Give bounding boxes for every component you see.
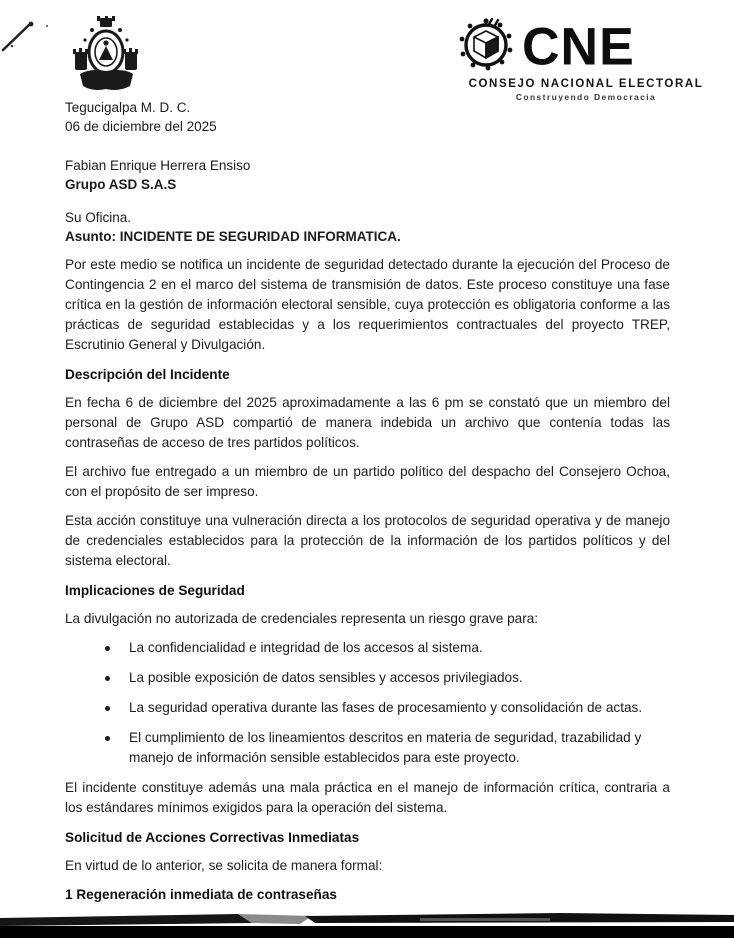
bullet-dot-icon (105, 706, 110, 711)
recipient-office: Su Oficina. (65, 210, 132, 225)
date-line: 06 de diciembre del 2025 (65, 119, 217, 134)
recipient-block (65, 156, 670, 194)
subject-line: Asunto: INCIDENTE DE SEGURIDAD INFORMATICA. (65, 229, 401, 244)
cne-emblem-icon (458, 16, 516, 77)
bullet-item (105, 668, 670, 688)
honduras-coat-of-arms-icon (66, 16, 146, 101)
city-line: Tegucigalpa M. D. C. (65, 100, 191, 115)
paragraph-incident-date: En fecha 6 de diciembre del 2025 aproximadamente a las 6 pm se constató que un miembro del personal de Grupo ASD compartió de manera indebida un archivo que contenía todas las contraseñas de acceso de tres partidos políticos. (65, 395, 670, 450)
bullet-text: El cumplimiento de los lineamientos descritos en materia de seguridad, trazabilidad y manejo de información sensible establecidos para este proyecto. (129, 730, 642, 765)
bullet-text: La seguridad operativa durante las fases de procesamiento y consolidación de actas. (129, 700, 643, 715)
cne-logo (458, 16, 714, 102)
paragraph-intro: Por este medio se notifica un incidente de seguridad detectado durante la ejecución del Proceso de Contingencia 2 en el marco del sistema de transmisión de datos. Este proceso constituye una fase crítica en la gestión de información electoral sensible, cuya protección es obligatoria conforme a las prácticas de seguridad establecidas y a los requerimientos contractuales del proyecto TREP, Escrutinio General y Divulgación. (65, 257, 670, 352)
bullet-item (105, 728, 670, 768)
section-heading-implications: Implicaciones de Seguridad (65, 583, 245, 598)
paragraph-bad-practice: El incidente constituye además una mala práctica en el manejo de información crítica, contraria a los estándares mínimos exigidos para la operación del sistema. (65, 780, 670, 815)
letter-meta (65, 98, 670, 136)
recipient-company: Grupo ASD S.A.S (65, 177, 177, 192)
bullet-dot-icon (105, 646, 110, 651)
cne-full-name: CONSEJO NACIONAL ELECTORAL (468, 78, 704, 90)
cne-acronym: CNE (522, 16, 635, 77)
scan-black-bar-icon (0, 912, 734, 938)
paragraph-violation: Esta acción constituye una vulneración directa a los protocolos de seguridad operativa y de manejo de credenciales establecidos para la protección de la información de los partidos políticos y del sistema electoral. (65, 513, 670, 568)
risk-bullet-list (65, 638, 670, 768)
pen-mark-icon (0, 12, 60, 67)
paragraph-file-delivery: El archivo fue entregado a un miembro de un partido político del despacho del Consejero Ochoa, con el propósito de ser impreso. (65, 464, 670, 499)
section-heading-corrective: Solicitud de Acciones Correctivas Inmediatas (65, 830, 360, 845)
bullet-item (105, 698, 670, 718)
bullet-dot-icon (105, 676, 110, 681)
section-heading-incident: Descripción del Incidente (65, 367, 230, 382)
bullet-item (105, 638, 670, 658)
numbered-item-1: 1 Regeneración inmediata de contraseñas (65, 887, 337, 902)
paragraph-risk-intro: La divulgación no autorizada de credenciales representa un riesgo grave para: (65, 611, 539, 626)
cne-tagline: Construyendo Democracia (515, 92, 657, 102)
bullet-text: La confidencialidad e integridad de los accesos al sistema. (129, 640, 483, 655)
letter-header (0, 8, 734, 102)
office-subject-block (65, 208, 670, 246)
bullet-text: La posible exposición de datos sensibles y accesos privilegiados. (129, 670, 523, 685)
bullet-dot-icon (105, 736, 110, 741)
paragraph-request-intro: En virtud de lo anterior, se solicita de manera formal: (65, 858, 383, 873)
recipient-name: Fabian Enrique Herrera Ensiso (65, 158, 251, 173)
